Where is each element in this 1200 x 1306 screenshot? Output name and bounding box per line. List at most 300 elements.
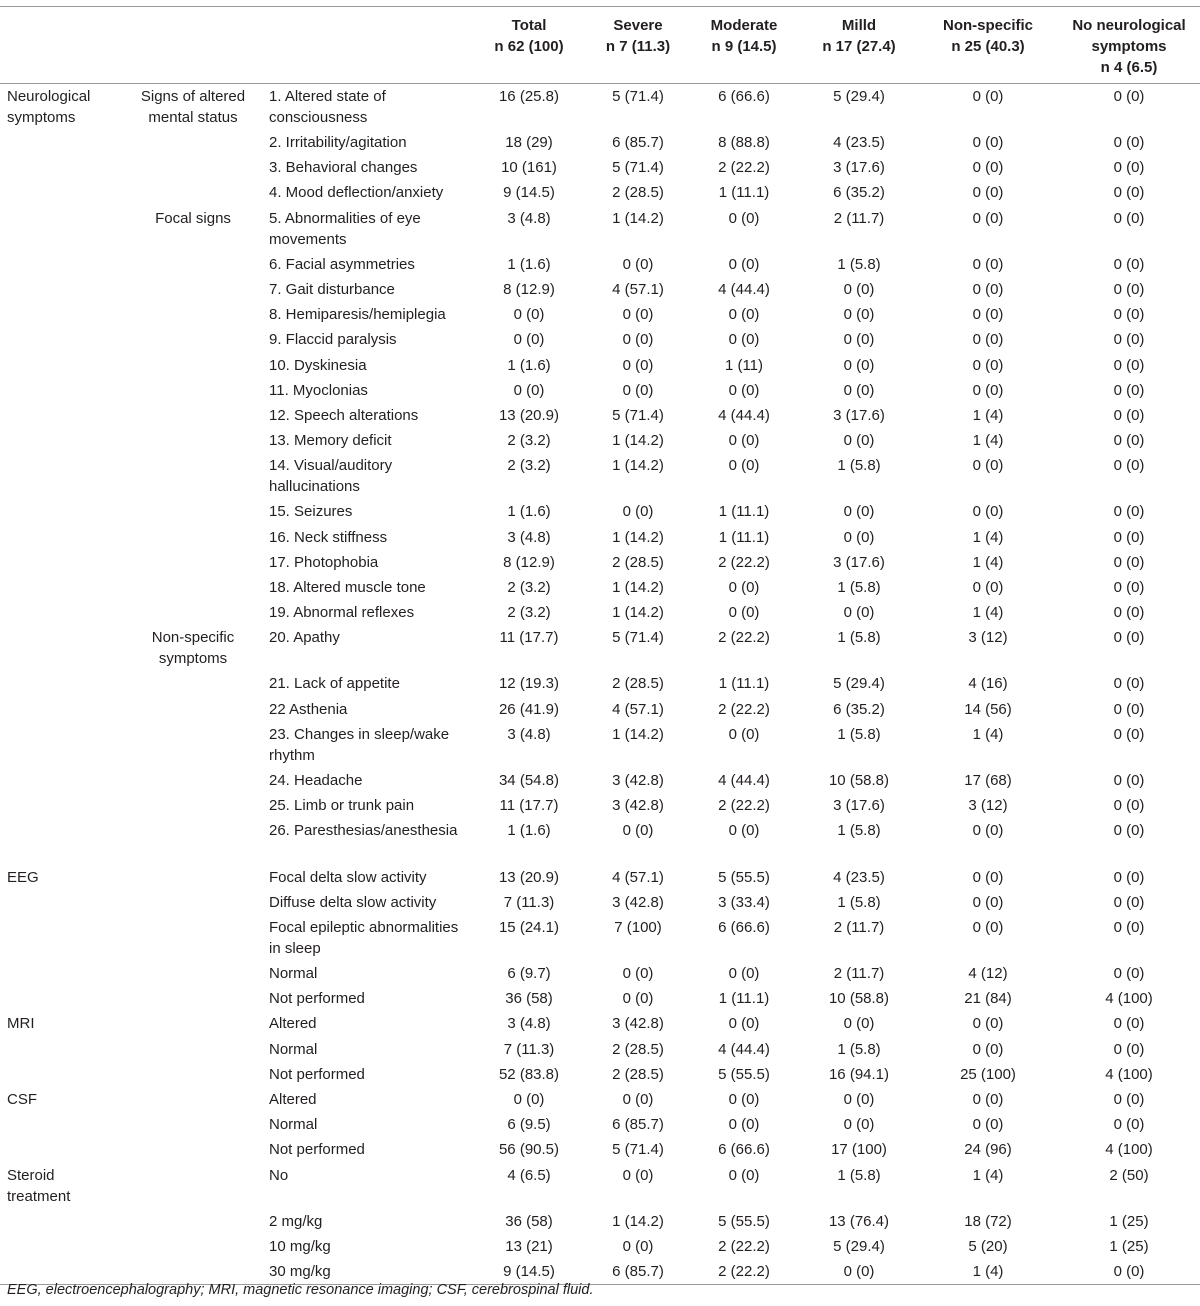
cell-total: 7 (11.3)	[503, 1040, 555, 1058]
table-row	[0, 915, 1200, 961]
cell-no-neurological: 0 (0)	[1113, 604, 1145, 622]
header-line: n 4 (6.5)	[1100, 59, 1158, 76]
table-row	[0, 890, 1200, 915]
cell-severe: 3 (42.8)	[612, 1015, 664, 1033]
row-item-label: 24. Headache	[269, 771, 363, 789]
row-group-label	[0, 575, 124, 600]
cell-moderate: 1 (11)	[724, 356, 764, 374]
row-group-label	[0, 453, 124, 499]
cell-moderate: 2 (22.2)	[718, 700, 770, 718]
cell-no-neurological: 4 (100)	[1105, 990, 1153, 1008]
cell-mild: 13 (76.4)	[828, 1212, 890, 1230]
row-group-label	[0, 327, 124, 352]
row-group-label: EEG	[7, 868, 39, 886]
cell-total: 0 (0)	[513, 331, 545, 349]
cell-moderate: 0 (0)	[728, 604, 760, 622]
table-row	[0, 818, 1200, 864]
row-item-label: 5. Abnormalities of eye movements	[269, 209, 421, 248]
table-row	[0, 1087, 1200, 1112]
cell-no-neurological: 1 (25)	[1109, 1212, 1149, 1230]
cell-non-specific: 21 (84)	[964, 990, 1012, 1008]
header-mild	[800, 7, 918, 84]
row-item-label: 18. Altered muscle tone	[269, 579, 426, 596]
header-line: n 25 (40.3)	[951, 38, 1025, 55]
row-group-label	[0, 600, 124, 625]
cell-severe: 2 (28.5)	[612, 1040, 664, 1058]
table-row	[0, 768, 1200, 793]
cell-non-specific: 0 (0)	[972, 1091, 1004, 1108]
cell-severe: 3 (42.8)	[612, 797, 664, 815]
row-item-label: Focal epileptic abnormalities in sleep	[269, 918, 459, 957]
cell-non-specific: 24 (96)	[964, 1141, 1012, 1159]
cell-mild: 10 (58.8)	[828, 771, 890, 789]
row-group-label: Neurological symptoms	[7, 88, 91, 126]
row-item-label: 10 mg/kg	[269, 1237, 331, 1255]
cell-total: 2 (3.2)	[507, 579, 551, 596]
cell-no-neurological: 0 (0)	[1113, 209, 1145, 227]
row-item-label: 2 mg/kg	[269, 1212, 323, 1230]
row-group-label	[0, 1112, 124, 1137]
cell-severe: 6 (85.7)	[612, 134, 664, 151]
cell-non-specific: 0 (0)	[972, 918, 1004, 936]
row-subgroup-label	[124, 697, 262, 722]
cell-severe: 1 (14.2)	[612, 209, 664, 227]
cell-severe: 1 (14.2)	[612, 457, 664, 475]
cell-total: 16 (25.8)	[498, 88, 560, 105]
cell-severe: 6 (85.7)	[612, 1116, 664, 1134]
cell-total: 3 (4.8)	[507, 1015, 551, 1033]
cell-severe: 7 (100)	[614, 918, 662, 936]
row-item-label: 7. Gait disturbance	[269, 280, 395, 298]
row-subgroup-label	[124, 722, 262, 768]
row-subgroup-label	[124, 1037, 262, 1062]
cell-moderate: 4 (44.4)	[718, 771, 770, 789]
row-item-label: Normal	[269, 1116, 318, 1134]
row-group-label: CSF	[7, 1091, 37, 1108]
cell-total: 10 (161)	[501, 159, 557, 177]
row-subgroup-label	[124, 793, 262, 818]
row-group-label	[0, 625, 124, 671]
cell-non-specific: 14 (56)	[964, 700, 1012, 718]
row-group-label	[0, 697, 124, 722]
cell-moderate: 4 (44.4)	[718, 1040, 770, 1058]
cell-mild: 0 (0)	[843, 280, 875, 298]
cell-total: 13 (21)	[505, 1237, 553, 1255]
row-group-label	[0, 403, 124, 428]
table-row	[0, 180, 1200, 205]
header-line: n 9 (14.5)	[711, 38, 777, 55]
row-item-label: 1. Altered state of consciousness	[269, 88, 386, 126]
row-group-label: MRI	[7, 1015, 35, 1033]
cell-mild: 10 (58.8)	[828, 990, 890, 1008]
cell-total: 8 (12.9)	[503, 553, 555, 571]
table-row	[0, 1011, 1200, 1036]
cell-no-neurological: 0 (0)	[1113, 356, 1145, 374]
cell-mild: 2 (11.7)	[833, 965, 885, 983]
table-row	[0, 428, 1200, 453]
row-subgroup-label	[124, 277, 262, 302]
cell-severe: 2 (28.5)	[612, 1065, 664, 1083]
cell-moderate: 1 (11.1)	[718, 675, 770, 693]
row-group-label	[0, 130, 124, 155]
cell-severe: 2 (28.5)	[612, 184, 664, 202]
cell-no-neurological: 0 (0)	[1113, 868, 1145, 886]
cell-severe: 1 (14.2)	[612, 725, 664, 743]
cell-total: 11 (17.7)	[499, 629, 559, 647]
cell-non-specific: 0 (0)	[972, 159, 1004, 177]
cell-total: 8 (12.9)	[503, 280, 555, 298]
cell-no-neurological: 0 (0)	[1113, 134, 1145, 151]
header-line: Non-specific	[942, 17, 1033, 34]
cell-non-specific: 0 (0)	[972, 356, 1004, 374]
cell-moderate: 6 (66.6)	[718, 918, 770, 936]
cell-moderate: 5 (55.5)	[718, 868, 770, 886]
row-subgroup-label	[124, 986, 262, 1011]
cell-non-specific: 1 (4)	[972, 604, 1004, 622]
cell-moderate: 4 (44.4)	[718, 406, 770, 424]
cell-mild: 3 (17.6)	[833, 159, 885, 177]
row-item-label: Normal	[269, 965, 318, 983]
header-row	[0, 7, 1200, 84]
cell-mild: 3 (17.6)	[833, 797, 885, 815]
cell-no-neurological: 0 (0)	[1113, 88, 1145, 105]
cell-severe: 4 (57.1)	[612, 280, 664, 298]
cell-moderate: 0 (0)	[728, 255, 760, 273]
row-group-label	[0, 428, 124, 453]
cell-mild: 3 (17.6)	[833, 553, 885, 571]
row-group-label	[0, 890, 124, 915]
cell-total: 11 (17.7)	[499, 797, 559, 815]
header-moderate	[688, 7, 800, 84]
cell-severe: 6 (85.7)	[612, 1262, 664, 1280]
table-row	[0, 499, 1200, 524]
cell-moderate: 2 (22.2)	[718, 159, 770, 177]
cell-mild: 0 (0)	[843, 1015, 875, 1033]
cell-total: 26 (41.9)	[498, 700, 560, 718]
cell-non-specific: 4 (12)	[968, 965, 1008, 983]
cell-mild: 4 (23.5)	[833, 134, 885, 151]
cell-moderate: 1 (11.1)	[718, 503, 770, 521]
cell-no-neurological: 0 (0)	[1113, 700, 1145, 718]
cell-total: 0 (0)	[513, 1091, 545, 1108]
cell-moderate: 0 (0)	[728, 432, 760, 450]
header-line: n 7 (11.3)	[605, 38, 671, 55]
row-group-label	[0, 768, 124, 793]
header-line: n 62 (100)	[494, 38, 564, 55]
row-subgroup-label	[124, 550, 262, 575]
cell-no-neurological: 0 (0)	[1113, 1091, 1145, 1108]
row-group-label	[0, 1037, 124, 1062]
row-item-label: 6. Facial asymmetries	[269, 255, 415, 273]
cell-no-neurological: 4 (100)	[1105, 1065, 1153, 1083]
row-item-label: 14. Visual/auditory hallucinations	[269, 457, 393, 496]
cell-moderate: 0 (0)	[728, 725, 760, 743]
cell-non-specific: 17 (68)	[964, 771, 1012, 789]
cell-no-neurological: 0 (0)	[1113, 1116, 1145, 1134]
row-subgroup-label	[124, 1112, 262, 1137]
cell-no-neurological: 2 (50)	[1109, 1166, 1149, 1184]
header-line: n 17 (27.4)	[822, 38, 896, 55]
table-row	[0, 206, 1200, 252]
cell-moderate: 5 (55.5)	[718, 1065, 770, 1083]
cell-moderate: 1 (11.1)	[718, 528, 770, 546]
cell-no-neurological: 0 (0)	[1113, 965, 1145, 983]
cell-mild: 1 (5.8)	[837, 1040, 881, 1058]
cell-total: 3 (4.8)	[507, 725, 551, 743]
table-footnote: EEG, electroencephalography; MRI, magnetic resonance imaging; CSF, cerebrospinal fluid.	[7, 1282, 594, 1298]
cell-non-specific: 0 (0)	[972, 331, 1004, 349]
cell-mild: 3 (17.6)	[833, 406, 885, 424]
cell-non-specific: 0 (0)	[972, 457, 1004, 475]
table-row	[0, 865, 1200, 890]
table-row	[0, 671, 1200, 696]
cell-moderate: 8 (88.8)	[718, 134, 770, 151]
row-item-label: 16. Neck stiffness	[269, 528, 388, 546]
cell-total: 4 (6.5)	[507, 1166, 551, 1184]
cell-severe: 0 (0)	[622, 822, 654, 840]
cell-non-specific: 1 (4)	[972, 553, 1004, 571]
cell-non-specific: 5 (20)	[968, 1237, 1008, 1255]
cell-mild: 5 (29.4)	[833, 88, 885, 105]
cell-moderate: 0 (0)	[728, 822, 760, 840]
row-group-label	[0, 1234, 124, 1259]
row-group-label	[0, 818, 124, 864]
cell-moderate: 0 (0)	[728, 579, 760, 596]
cell-no-neurological: 0 (0)	[1113, 579, 1145, 596]
cell-non-specific: 0 (0)	[972, 255, 1004, 273]
cell-total: 9 (14.5)	[503, 184, 555, 202]
cell-no-neurological: 0 (0)	[1113, 675, 1145, 693]
cell-severe: 3 (42.8)	[612, 771, 664, 789]
cell-mild: 0 (0)	[843, 1091, 875, 1108]
cell-total: 12 (19.3)	[498, 675, 560, 693]
cell-total: 1 (1.6)	[507, 503, 551, 521]
cell-mild: 0 (0)	[843, 1262, 875, 1280]
row-item-label: 22 Asthenia	[269, 700, 348, 718]
cell-severe: 0 (0)	[622, 1237, 654, 1255]
cell-no-neurological: 0 (0)	[1113, 629, 1145, 647]
row-subgroup-label: Signs of altered mental status	[140, 88, 246, 126]
cell-no-neurological: 0 (0)	[1113, 1015, 1145, 1033]
cell-severe: 0 (0)	[622, 990, 654, 1008]
row-group-label	[0, 915, 124, 961]
row-item-label: 9. Flaccid paralysis	[269, 331, 397, 349]
table-row	[0, 277, 1200, 302]
cell-total: 6 (9.7)	[507, 965, 551, 983]
row-item-label: Altered	[269, 1091, 317, 1108]
table-row	[0, 1112, 1200, 1137]
cell-mild: 1 (5.8)	[837, 255, 881, 273]
cell-non-specific: 1 (4)	[972, 1166, 1004, 1184]
cell-moderate: 1 (11.1)	[718, 990, 770, 1008]
cell-non-specific: 3 (12)	[968, 797, 1008, 815]
cell-no-neurological: 4 (100)	[1105, 1141, 1153, 1159]
row-item-label: 12. Speech alterations	[269, 406, 419, 424]
row-group-label	[0, 302, 124, 327]
row-subgroup-label	[124, 671, 262, 696]
cell-non-specific: 0 (0)	[972, 280, 1004, 298]
cell-mild: 5 (29.4)	[833, 1237, 885, 1255]
cell-moderate: 0 (0)	[728, 1116, 760, 1134]
row-subgroup-label	[124, 865, 262, 890]
table-row	[0, 1209, 1200, 1234]
table-row	[0, 353, 1200, 378]
cell-mild: 0 (0)	[843, 356, 875, 374]
cell-moderate: 6 (66.6)	[718, 88, 770, 105]
cell-severe: 1 (14.2)	[612, 432, 664, 450]
cell-non-specific: 1 (4)	[972, 1262, 1004, 1280]
row-item-label: No	[269, 1166, 289, 1184]
table-row	[0, 575, 1200, 600]
cell-total: 9 (14.5)	[503, 1262, 555, 1280]
row-subgroup-label	[124, 252, 262, 277]
cell-severe: 4 (57.1)	[612, 700, 664, 718]
row-group-label	[0, 793, 124, 818]
table-row	[0, 550, 1200, 575]
cell-total: 2 (3.2)	[507, 457, 551, 475]
cell-non-specific: 25 (100)	[960, 1065, 1016, 1083]
cell-moderate: 0 (0)	[728, 331, 760, 349]
row-subgroup-label	[124, 130, 262, 155]
row-item-label: 3. Behavioral changes	[269, 159, 418, 177]
cell-no-neurological: 0 (0)	[1113, 280, 1145, 298]
cell-non-specific: 0 (0)	[972, 893, 1004, 911]
header-blank-group	[0, 7, 124, 84]
cell-mild: 0 (0)	[843, 528, 875, 546]
row-group-label	[0, 180, 124, 205]
row-item-label: 4. Mood deflection/anxiety	[269, 184, 444, 202]
table-row	[0, 986, 1200, 1011]
row-subgroup-label: Focal signs	[155, 209, 231, 227]
cell-moderate: 0 (0)	[728, 457, 760, 475]
cell-non-specific: 1 (4)	[972, 528, 1004, 546]
row-subgroup-label	[124, 768, 262, 793]
cell-mild: 0 (0)	[843, 503, 875, 521]
row-item-label: 30 mg/kg	[269, 1262, 331, 1280]
cell-mild: 6 (35.2)	[833, 700, 885, 718]
row-subgroup-label	[124, 600, 262, 625]
table-row	[0, 525, 1200, 550]
cell-non-specific: 0 (0)	[972, 134, 1004, 151]
table-row	[0, 722, 1200, 768]
header-blank-subgroup	[124, 7, 262, 84]
row-subgroup-label	[124, 818, 262, 864]
row-subgroup-label	[124, 1011, 262, 1036]
cell-total: 0 (0)	[513, 381, 545, 399]
row-group-label	[0, 1137, 124, 1162]
row-group-label	[0, 155, 124, 180]
header-non-specific	[918, 7, 1058, 84]
cell-moderate: 0 (0)	[728, 381, 760, 399]
cell-no-neurological: 0 (0)	[1113, 918, 1145, 936]
row-subgroup-label	[124, 1137, 262, 1162]
row-group-label	[0, 206, 124, 252]
row-item-label: Diffuse delta slow activity	[269, 893, 437, 911]
row-group-label	[0, 722, 124, 768]
row-item-label: 13. Memory deficit	[269, 432, 392, 450]
row-subgroup-label	[124, 327, 262, 352]
cell-no-neurological: 0 (0)	[1113, 822, 1145, 840]
cell-no-neurological: 0 (0)	[1113, 184, 1145, 202]
cell-moderate: 2 (22.2)	[718, 797, 770, 815]
row-group-label	[0, 378, 124, 403]
row-group-label	[0, 986, 124, 1011]
cell-no-neurological: 0 (0)	[1113, 159, 1145, 177]
row-group-label	[0, 1062, 124, 1087]
cell-no-neurological: 0 (0)	[1113, 1262, 1145, 1280]
cell-total: 1 (1.6)	[507, 255, 551, 273]
header-no-neurological	[1058, 7, 1200, 84]
table-row	[0, 1163, 1200, 1209]
cell-no-neurological: 0 (0)	[1113, 893, 1145, 911]
cell-moderate: 0 (0)	[728, 965, 760, 983]
row-item-label: 2. Irritability/agitation	[269, 134, 407, 151]
row-group-label	[0, 499, 124, 524]
cell-non-specific: 0 (0)	[972, 184, 1004, 202]
row-subgroup-label	[124, 453, 262, 499]
table-row	[0, 378, 1200, 403]
symptoms-table	[0, 6, 1200, 1285]
table-row	[0, 327, 1200, 352]
cell-severe: 0 (0)	[622, 965, 654, 983]
cell-total: 2 (3.2)	[507, 432, 551, 450]
row-group-label	[0, 1209, 124, 1234]
header-blank-item	[262, 7, 470, 84]
cell-total: 34 (54.8)	[498, 771, 560, 789]
cell-no-neurological: 0 (0)	[1113, 771, 1145, 789]
cell-moderate: 5 (55.5)	[718, 1212, 770, 1230]
row-item-label: Focal delta slow activity	[269, 868, 427, 886]
cell-severe: 5 (71.4)	[612, 159, 664, 177]
row-subgroup-label	[124, 499, 262, 524]
cell-mild: 1 (5.8)	[837, 579, 881, 596]
cell-total: 6 (9.5)	[507, 1116, 551, 1134]
cell-severe: 5 (71.4)	[612, 88, 664, 105]
cell-mild: 1 (5.8)	[837, 629, 881, 647]
cell-severe: 1 (14.2)	[612, 528, 664, 546]
cell-severe: 0 (0)	[622, 306, 654, 324]
cell-no-neurological: 0 (0)	[1113, 553, 1145, 571]
cell-mild: 0 (0)	[843, 1116, 875, 1134]
cell-mild: 1 (5.8)	[837, 893, 881, 911]
row-subgroup-label	[124, 915, 262, 961]
cell-mild: 0 (0)	[843, 331, 875, 349]
row-subgroup-label	[124, 1087, 262, 1112]
row-subgroup-label	[124, 1062, 262, 1087]
cell-non-specific: 18 (72)	[964, 1212, 1012, 1230]
cell-non-specific: 3 (12)	[968, 629, 1008, 647]
cell-non-specific: 0 (0)	[972, 503, 1004, 521]
header-line: Total	[511, 17, 547, 34]
cell-no-neurological: 0 (0)	[1113, 457, 1145, 475]
cell-no-neurological: 0 (0)	[1113, 432, 1145, 450]
row-item-label: Altered	[269, 1015, 317, 1033]
table-row	[0, 1062, 1200, 1087]
row-group-label	[0, 525, 124, 550]
table-row	[0, 961, 1200, 986]
row-item-label: 17. Photophobia	[269, 553, 379, 571]
row-item-label: 11. Myoclonias	[269, 381, 368, 399]
cell-non-specific: 0 (0)	[972, 209, 1004, 227]
row-subgroup-label	[124, 353, 262, 378]
cell-mild: 0 (0)	[843, 432, 875, 450]
row-subgroup-label	[124, 378, 262, 403]
cell-severe: 5 (71.4)	[612, 1141, 664, 1159]
cell-total: 1 (1.6)	[507, 822, 551, 840]
row-group-label	[0, 277, 124, 302]
table-row	[0, 84, 1200, 131]
cell-severe: 0 (0)	[622, 356, 654, 374]
